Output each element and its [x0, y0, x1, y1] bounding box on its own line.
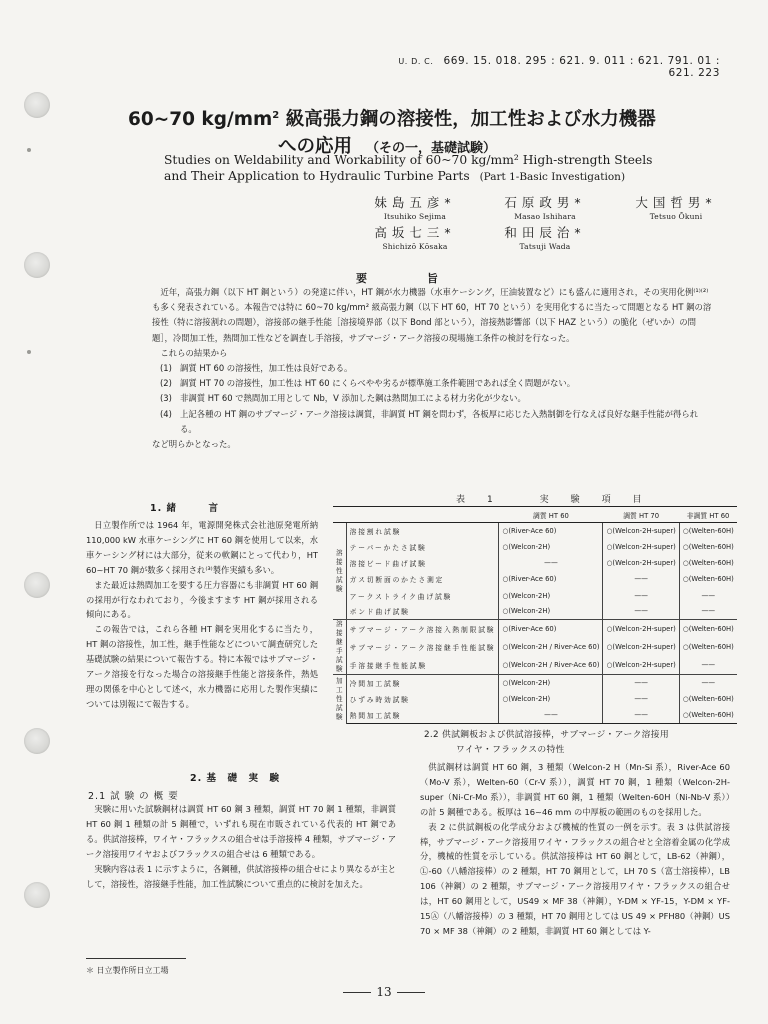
section-body	[420, 760, 730, 939]
udc-tag: U. D. C.	[398, 57, 434, 66]
table-test-name: 手溶接継手性能試験	[346, 656, 499, 674]
table-header	[333, 507, 346, 523]
author-name-jp: 妹島五彦*	[374, 195, 456, 210]
table-group-label: 溶接継手試験	[333, 620, 346, 675]
table-cell: ○(Welten-60H)	[679, 620, 737, 638]
table-test-name: サブマージ・アーク溶接継手性能試験	[346, 638, 499, 656]
item-number: (4)	[160, 408, 172, 419]
author	[360, 223, 470, 251]
experiment-table	[333, 506, 737, 724]
table-cell: ○(Welcon-2H-super)	[603, 523, 679, 539]
page-number-text: 13	[376, 985, 392, 999]
table-cell: ○(River-Ace 60)	[499, 571, 603, 587]
item-number: (1)	[160, 363, 172, 374]
title-jp-part: 級高張力鋼の溶接性，加工性および水力機器	[279, 109, 656, 131]
table-cell: ○(Welcon-2H / River-Ace 60)	[499, 656, 603, 674]
punch-hole	[24, 92, 50, 118]
table-test-name: 冷間加工試験	[346, 675, 499, 691]
title-en-line2	[164, 168, 744, 185]
table-cell: ○(Welcon-2H-super)	[603, 539, 679, 555]
table-cell: ○(Welten-60H)	[682, 527, 734, 536]
subsection-heading-line: ワイヤ・フラックスの特性	[456, 745, 565, 755]
abstract-paragraph: これらの結果から	[160, 347, 228, 358]
item-text: 調質 HT 70 の溶接性，加工性は HT 60 にくらべやや劣るが標準施工条件範囲であれば全く問題がない。	[180, 378, 576, 389]
author-name-en: Tetsuo Ōkuni	[649, 212, 703, 221]
title-jp-part: 60~70 kg/mm	[128, 109, 273, 131]
table-cell: ○(Welcon-2H-super)	[603, 638, 679, 656]
punch-hole	[24, 882, 50, 908]
table-cell: ——	[701, 591, 716, 600]
table-cell: ○(Welten-60H)	[682, 575, 734, 584]
subsection-heading-line: 2.2 供試鋼板および供試溶接棒，サブマージ・アーク溶接用	[424, 730, 669, 740]
author	[490, 193, 600, 221]
author-name-en: Itsuhiko Sejima	[383, 212, 447, 221]
footnote: ＊ 日立製作所日立工場	[86, 966, 169, 975]
table-cell: ○(Welten-60H)	[682, 695, 734, 704]
title-jp-superscript: 2	[272, 110, 280, 121]
abstract-item	[152, 361, 712, 376]
table-cell: ○(Welcon-2H)	[499, 691, 603, 707]
table-header	[346, 507, 499, 523]
page-number	[0, 985, 768, 999]
table-cell: ——	[679, 675, 737, 691]
table-row	[333, 656, 737, 674]
title-jp-part: への応用	[278, 136, 353, 158]
title-jp-subtitle: （その一，基礎試験）	[366, 141, 497, 157]
page-speck	[27, 350, 31, 354]
body-paragraph: 実験に用いた試験鋼材は調質 HT 60 鋼 3 種類，調質 HT 70 鋼 1 種類，非調質 HT 60 鋼 1 種類の計 5 鋼種で，いずれも現在市販されている代表的 HT 鋼である。供試溶接棒，ワイヤ・フラックスの組合せは手溶接棒 4 種類，サブマージ・アーク溶接用ワイヤおよびフラックスの組合せは 6 種類である。	[86, 804, 396, 859]
table-cell: ○(Welten-60H)	[682, 559, 734, 568]
author-name-en: Tatsuji Wada	[519, 242, 571, 251]
table-cell: ○(Welten-60H)	[682, 643, 734, 652]
author	[616, 193, 736, 221]
title-en-text: and Their Application to Hydraulic Turbine Parts	[164, 169, 470, 183]
author-name-en: Masao Ishihara	[514, 212, 576, 221]
table-cell: ——	[499, 707, 603, 723]
table-test-name: 溶接割れ試験	[346, 523, 499, 539]
table-row	[333, 620, 737, 638]
section-body	[86, 518, 318, 712]
item-number: (3)	[160, 393, 172, 404]
table-cell: ○(Welcon-2H-super)	[603, 555, 679, 571]
table-cell: ——	[603, 587, 679, 603]
author	[490, 223, 600, 251]
table-test-name: 溶接ビード曲げ試験	[346, 555, 499, 571]
table-header: 調質 HT 60	[499, 507, 603, 523]
table-test-name: 熱間加工試験	[346, 707, 499, 723]
table-cell: ——	[701, 661, 716, 670]
table-cell: ——	[603, 675, 679, 691]
title-english	[164, 152, 744, 185]
table-row	[333, 555, 737, 571]
table-group-label: 溶接性試験	[333, 523, 346, 620]
abstract-paragraph: 近年，高張力鋼（以下 HT 鋼という）の発達に伴い，HT 鋼が水力機器（水車ケーシング，圧油装置など）にも盛んに適用され，その実用化例⁽¹⁾⁽²⁾も多く発表されている。本報告では特に 60~70 kg/mm² 級高張力鋼（以下 HT 60，HT 70 という）を実用化するに当たって問題となる HT 鋼の溶接性（特に溶接割れの問題），溶接部の継手性能［溶接境界部（以下 Bond 部という），溶接熱影響部（以下 HAZ という）の脆化（ぜいか）の問題］，冷間加工性，熱間加工性などを調査し手溶接，サブマージ・アーク溶接の現場施工条件の検討を行なった。	[152, 287, 712, 343]
item-text: 上記各種の HT 鋼のサブマージ・アーク溶接は調質，非調質 HT 鋼を問わず，各板厚に応じた入熱制御を行なえば良好な継手性能が得られる。	[180, 408, 699, 434]
page-speck	[27, 148, 31, 152]
table-title: 表1 実験項目	[456, 495, 664, 505]
table-cell: ——	[603, 571, 679, 587]
title-en-part: (Part 1-Basic Investigation)	[479, 171, 626, 183]
abstract-item	[152, 376, 712, 391]
title-en-line1: Studies on Weldability and Workability of 60~70 kg/mm² High-strength Steels	[164, 153, 653, 167]
table-cell: ○(Welten-60H)	[682, 542, 734, 551]
table-cell: ——	[603, 707, 679, 723]
abstract-heading: 要旨	[356, 272, 498, 285]
body-paragraph: また最近は熱間加工を要する圧力容器にも非調質 HT 60 鋼の採用が行なわれており，今後ますます HT 鋼が採用される傾向にある。	[86, 579, 318, 620]
punch-hole	[24, 252, 50, 278]
table-cell: ○(Welcon-2H-super)	[603, 656, 679, 674]
body-paragraph: 表 2 に供試鋼板の化学成分および機械的性質の一例を示す。表 3 は供試溶接棒，サブマージ・アーク溶接用ワイヤ・フラックスの組合せと全溶着金属の化学成分，機械的性質を示している。供試溶接棒は HT 60 鋼として，LB-62（神鋼），Ⓛ-60（八幡溶接棒）の 2 種類，HT 70 鋼用として，LH 70 S（富士溶接棒），LB 106（神鋼）の 2 種類，サブマージ・アーク溶接用ワイヤ・フラックスの組合せは，HT 60 鋼用として，US49 × MF 38（神鋼），Y-DM × YF-15，Y-DM × YF-15Ⓐ（八幡溶接棒）の 3 種類，HT 70 鋼用としては US 49 × PFH80（神鋼）US 70 × MF 38（神鋼）の 2 種類，非調質 HT 60 鋼としては Y-	[420, 821, 730, 936]
table-cell: ○(Welcon-2H)	[499, 604, 603, 620]
item-text: 調質 HT 60 の溶接性，加工性は良好である。	[180, 363, 353, 374]
table-cell: ○(Welten-60H)	[679, 707, 737, 723]
table-row	[333, 604, 737, 620]
table-row	[333, 571, 737, 587]
table-test-name: アークストライク曲げ試験	[346, 587, 499, 603]
table-test-name: ひずみ時効試験	[346, 691, 499, 707]
table-cell: ○(River-Ace 60)	[499, 523, 603, 539]
table-test-name: ボンド曲げ試験	[346, 604, 499, 620]
body-paragraph: 日立製作所では 1964 年，電源開発株式会社池原発電所納 110,000 kW 水車ケーシングに HT 60 鋼を使用して以来，水車ケーシング材には大部分，従来の軟鋼にとって代わり，HT 60~HT 70 鋼が数多く採用され⁽³⁾製作実績も多い。	[86, 520, 318, 575]
table-cell: ——	[603, 604, 679, 620]
abstract-item	[152, 391, 712, 406]
table-cell: ——	[603, 691, 679, 707]
table-row	[333, 587, 737, 603]
section-heading: 2. 基 礎 実 験	[190, 773, 281, 784]
author-name-jp: 大国哲男*	[635, 195, 717, 210]
subsection-heading: 2.1 試 験 の 概 要	[88, 791, 179, 802]
punch-hole	[24, 728, 50, 754]
author-name-jp: 和田辰治*	[504, 225, 586, 240]
table-row	[333, 707, 737, 723]
table-row	[333, 675, 737, 691]
table-cell: ○(River-Ace 60)	[499, 620, 603, 638]
table-group-label: 加工性試験	[333, 675, 346, 724]
table-row	[333, 638, 737, 656]
item-number: (2)	[160, 378, 172, 389]
table-cell: ○(Welcon-2H / River-Ace 60)	[499, 638, 603, 656]
table-header: 調質 HT 70	[603, 507, 679, 523]
section-body	[86, 802, 396, 891]
table-cell: ○(Welcon-2H-super)	[603, 620, 679, 638]
abstract-item	[152, 407, 712, 437]
footnote-rule	[86, 958, 186, 959]
udc-code	[380, 55, 720, 79]
table-row	[333, 691, 737, 707]
table-row	[333, 539, 737, 555]
table-test-name: テーパーかたさ試験	[346, 539, 499, 555]
item-text: 非調質 HT 60 で熱間加工用として Nb，V 添加した鋼は熱間加工による材力劣化が少ない。	[180, 393, 526, 404]
title-jp-line1	[128, 102, 708, 133]
author-name-en: Shichizō Kōsaka	[382, 242, 448, 251]
table-header: 非調質 HT 60	[679, 507, 737, 523]
section-heading: 1. 緒 言	[150, 503, 220, 514]
subsection-heading	[424, 728, 669, 758]
body-paragraph: 実験内容は表 1 に示すように，各鋼種，供試溶接棒の組合せにより異なるが主として，溶接性，溶接継手性能，加工性試験について重点的に検討を加えた。	[86, 863, 396, 889]
abstract	[152, 285, 712, 452]
author-name-jp: 石原政男*	[504, 195, 586, 210]
table-cell: ○(Welcon-2H)	[499, 587, 603, 603]
table-test-name: サブマージ・アーク溶接入熱制限試験	[346, 620, 499, 638]
udc-number: 669. 15. 018. 295 : 621. 9. 011 : 621. 791. 01 : 621. 223	[443, 55, 720, 79]
table-cell: ○(Welcon-2H)	[499, 539, 603, 555]
table-test-name: ガス切断面のかたさ測定	[346, 571, 499, 587]
author-name-jp: 高坂七三*	[374, 225, 456, 240]
punch-hole	[24, 572, 50, 598]
abstract-closing: など明らかとなった。	[152, 439, 236, 450]
table-cell: ——	[701, 607, 716, 616]
author	[360, 193, 470, 221]
table-header-row	[333, 507, 737, 523]
body-paragraph: 供試鋼材は調質 HT 60 鋼，3 種類（Welcon-2 H（Mn-Si 系），River-Ace 60（Mo-V 系），Welten-60（Cr-V 系）），調質 HT 70 鋼，1 種類（Welcon-2H-super（Ni-Cr-Mo 系）），非調質 HT 60 鋼，1 種類（Welten-60H（Ni-Nb-V 系））の計 5 鋼種である。板厚は 16~46 mm の中厚板の範囲のものを採用した。	[420, 762, 730, 817]
table-cell: ——	[499, 555, 603, 571]
table-row	[333, 523, 737, 539]
body-paragraph: この報告では，これら各種 HT 鋼を実用化するに当たり，HT 鋼の溶接性，加工性，継手性能などについて調査研究した基礎試験の結果について報告する。特に本報ではサブマージ・アーク溶接を行なった場合の溶接継手性能と溶接条件，熱処理の関係を中心として述べ，水力機器に応用した製作実績については別報にて報告する。	[86, 624, 318, 709]
table-cell: ○(Welcon-2H)	[499, 675, 603, 691]
